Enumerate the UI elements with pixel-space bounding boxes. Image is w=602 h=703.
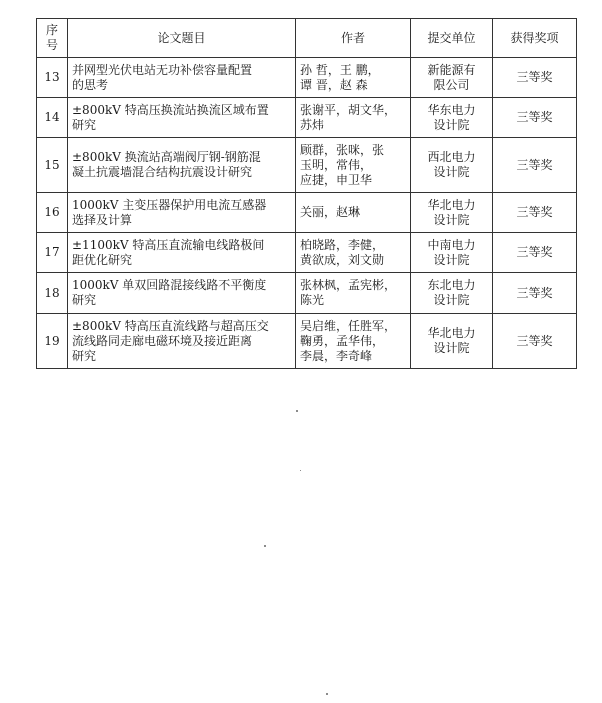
paper-title: ±800kV 特高压换流站换流区域布置 研究 — [68, 98, 296, 138]
header-organization: 提交单位 — [411, 19, 493, 58]
submitting-organization: 华东电力 设计院 — [411, 98, 493, 138]
award-level: 三等奖 — [493, 98, 577, 138]
paper-title: ±1100kV 特高压直流输电线路极间 距优化研究 — [68, 233, 296, 273]
table-row — [37, 233, 577, 273]
paper-title: 并网型光伏电站无功补偿容量配置 的思考 — [68, 58, 296, 98]
paper-title: 1000kV 单双回路混接线路不平衡度 研究 — [68, 273, 296, 314]
award-level: 三等奖 — [493, 58, 577, 98]
paper-authors: 孙 哲，王 鹏， 谭 晋，赵 森 — [296, 58, 411, 98]
award-level: 三等奖 — [493, 233, 577, 273]
paper-authors: 张林枫，孟宪彬， 陈光 — [296, 273, 411, 314]
submitting-organization: 华北电力 设计院 — [411, 193, 493, 233]
paper-title: ±800kV 特高压直流线路与超高压交 流线路同走廊电磁环境及接近距离 研究 — [68, 314, 296, 369]
paper-title: 1000kV 主变压器保护用电流互感器 选择及计算 — [68, 193, 296, 233]
submitting-organization: 华北电力 设计院 — [411, 314, 493, 369]
award-level: 三等奖 — [493, 273, 577, 314]
award-level: 三等奖 — [493, 193, 577, 233]
scan-speck — [296, 410, 298, 412]
row-number: 14 — [37, 98, 68, 138]
table-row — [37, 58, 577, 98]
row-number: 17 — [37, 233, 68, 273]
header-number: 序 号 — [37, 19, 68, 58]
table-row — [37, 98, 577, 138]
header-title: 论文题目 — [68, 19, 296, 58]
table-row — [37, 193, 577, 233]
paper-title: ±800kV 换流站高端阀厅钢-钢筋混 凝土抗震墙混合结构抗震设计研究 — [68, 138, 296, 193]
scan-speck — [326, 693, 328, 695]
awards-table — [36, 18, 577, 369]
submitting-organization: 西北电力 设计院 — [411, 138, 493, 193]
table-row — [37, 138, 577, 193]
paper-authors: 顾群，张咪，张 玉明，常伟， 应捷，申卫华 — [296, 138, 411, 193]
paper-authors: 吴启维，任胜军， 鞠勇，孟华伟， 李晨，李奇峰 — [296, 314, 411, 369]
row-number: 15 — [37, 138, 68, 193]
submitting-organization: 中南电力 设计院 — [411, 233, 493, 273]
paper-authors: 张谢平，胡文华， 苏炜 — [296, 98, 411, 138]
row-number: 13 — [37, 58, 68, 98]
paper-authors: 柏晓路，李健， 黄欲成，刘文勋 — [296, 233, 411, 273]
submitting-organization: 东北电力 设计院 — [411, 273, 493, 314]
row-number: 19 — [37, 314, 68, 369]
submitting-organization: 新能源有 限公司 — [411, 58, 493, 98]
header-author: 作者 — [296, 19, 411, 58]
award-level: 三等奖 — [493, 138, 577, 193]
scan-speck — [300, 470, 301, 471]
paper-authors: 关丽，赵琳 — [296, 193, 411, 233]
table-row — [37, 273, 577, 314]
table-row — [37, 314, 577, 369]
row-number: 16 — [37, 193, 68, 233]
row-number: 18 — [37, 273, 68, 314]
header-award: 获得奖项 — [493, 19, 577, 58]
award-level: 三等奖 — [493, 314, 577, 369]
table-header-row — [37, 19, 577, 58]
scan-speck — [264, 545, 266, 547]
